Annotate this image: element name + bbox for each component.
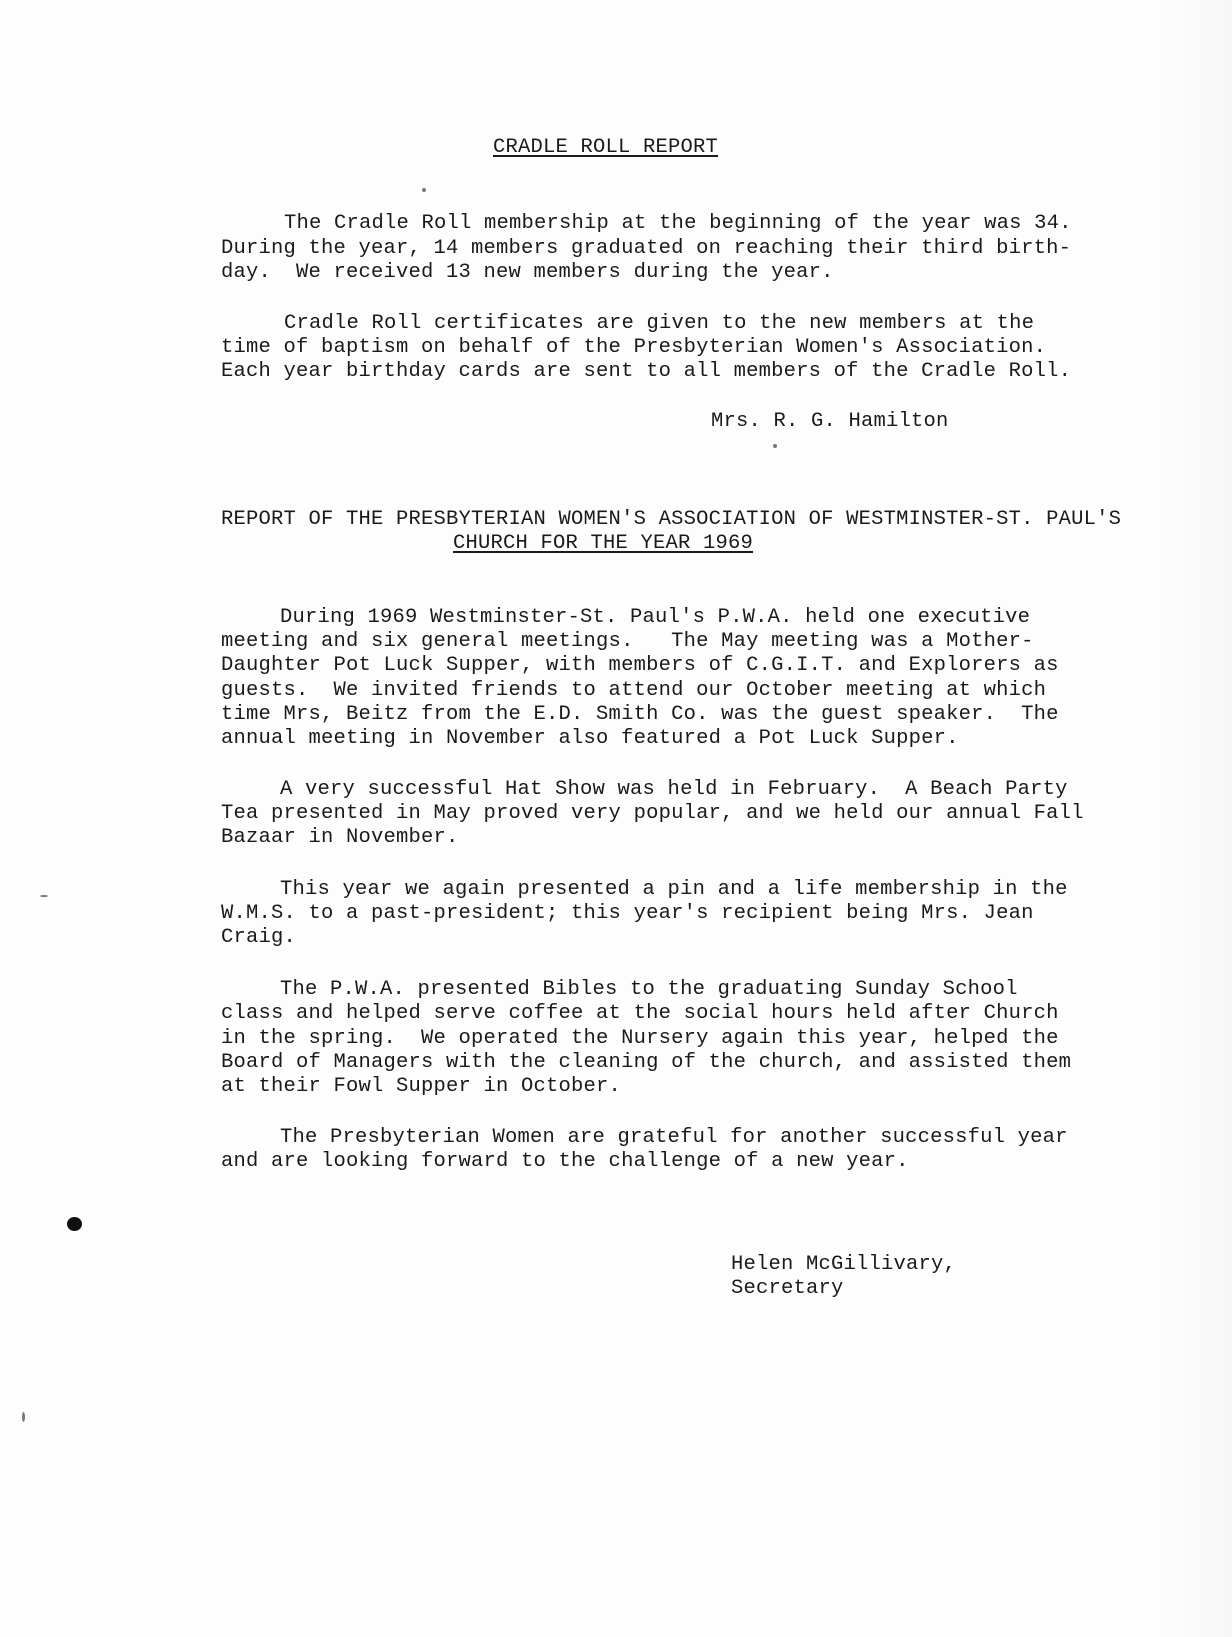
cradle-p2-line-1: Cradle Roll certificates are given to the new members at the <box>284 312 1035 335</box>
cradle-p2-line-3: Each year birthday cards are sent to all members of the Cradle Roll. <box>221 360 1072 383</box>
pwa-signature-title: Secretary <box>731 1277 844 1300</box>
ink-blot <box>67 1217 82 1231</box>
scan-edge-shadow <box>1162 0 1232 1637</box>
pwa-p5-line-2: and are looking forward to the challenge of a new year. <box>221 1150 909 1173</box>
cradle-p1-line-1: The Cradle Roll membership at the beginning of the year was 34. <box>284 212 1072 235</box>
pwa-p2-line-3: Bazaar in November. <box>221 826 459 849</box>
speck-2 <box>773 444 777 448</box>
pwa-p3-line-3: Craig. <box>221 926 297 949</box>
pwa-heading-line-1: REPORT OF THE PRESBYTERIAN WOMEN'S ASSOCIATION OF WESTMINSTER-ST. PAUL'S <box>221 508 1122 531</box>
pwa-p1-line-1: During 1969 Westminster-St. Paul's P.W.A. held one executive <box>280 606 1031 629</box>
cradle-roll-heading: CRADLE ROLL REPORT <box>493 136 719 159</box>
speck-1 <box>422 188 426 192</box>
pwa-p4-line-3: in the spring. We operated the Nursery again this year, helped the <box>221 1027 1059 1050</box>
pwa-p1-line-3: Daughter Pot Luck Supper, with members of C.G.I.T. and Explorers as <box>221 654 1059 677</box>
speck-3 <box>40 895 48 897</box>
speck-4 <box>22 1412 25 1422</box>
pwa-p4-line-4: Board of Managers with the cleaning of the church, and assisted them <box>221 1051 1072 1074</box>
pwa-p3-line-1: This year we again presented a pin and a life membership in the <box>280 878 1068 901</box>
pwa-p1-line-4: guests. We invited friends to attend our October meeting at which <box>221 679 1047 702</box>
pwa-p1-line-6: annual meeting in November also featured a Pot Luck Supper. <box>221 727 959 750</box>
cradle-signature: Mrs. R. G. Hamilton <box>711 410 949 433</box>
pwa-heading-line-2: CHURCH FOR THE YEAR 1969 <box>453 532 754 555</box>
cradle-p1-line-2: During the year, 14 members graduated on reaching their third birth- <box>221 237 1072 260</box>
pwa-p1-line-2: meeting and six general meetings. The May meeting was a Mother- <box>221 630 1034 653</box>
pwa-p4-line-2: class and helped serve coffee at the social hours held after Church <box>221 1002 1059 1025</box>
pwa-p1-line-5: time Mrs, Beitz from the E.D. Smith Co. was the guest speaker. The <box>221 703 1059 726</box>
pwa-signature-name: Helen McGillivary, <box>731 1253 957 1276</box>
cradle-p1-line-3: day. We received 13 new members during the year. <box>221 261 834 284</box>
pwa-p3-line-2: W.M.S. to a past-president; this year's recipient being Mrs. Jean <box>221 902 1034 925</box>
cradle-p2-line-2: time of baptism on behalf of the Presbyterian Women's Association. <box>221 336 1047 359</box>
pwa-p2-line-2: Tea presented in May proved very popular, and we held our annual Fall <box>221 802 1084 825</box>
pwa-p5-line-1: The Presbyterian Women are grateful for another successful year <box>280 1126 1068 1149</box>
pwa-p2-line-1: A very successful Hat Show was held in February. A Beach Party <box>280 778 1068 801</box>
pwa-p4-line-5: at their Fowl Supper in October. <box>221 1075 622 1098</box>
pwa-p4-line-1: The P.W.A. presented Bibles to the graduating Sunday School <box>280 978 1018 1001</box>
